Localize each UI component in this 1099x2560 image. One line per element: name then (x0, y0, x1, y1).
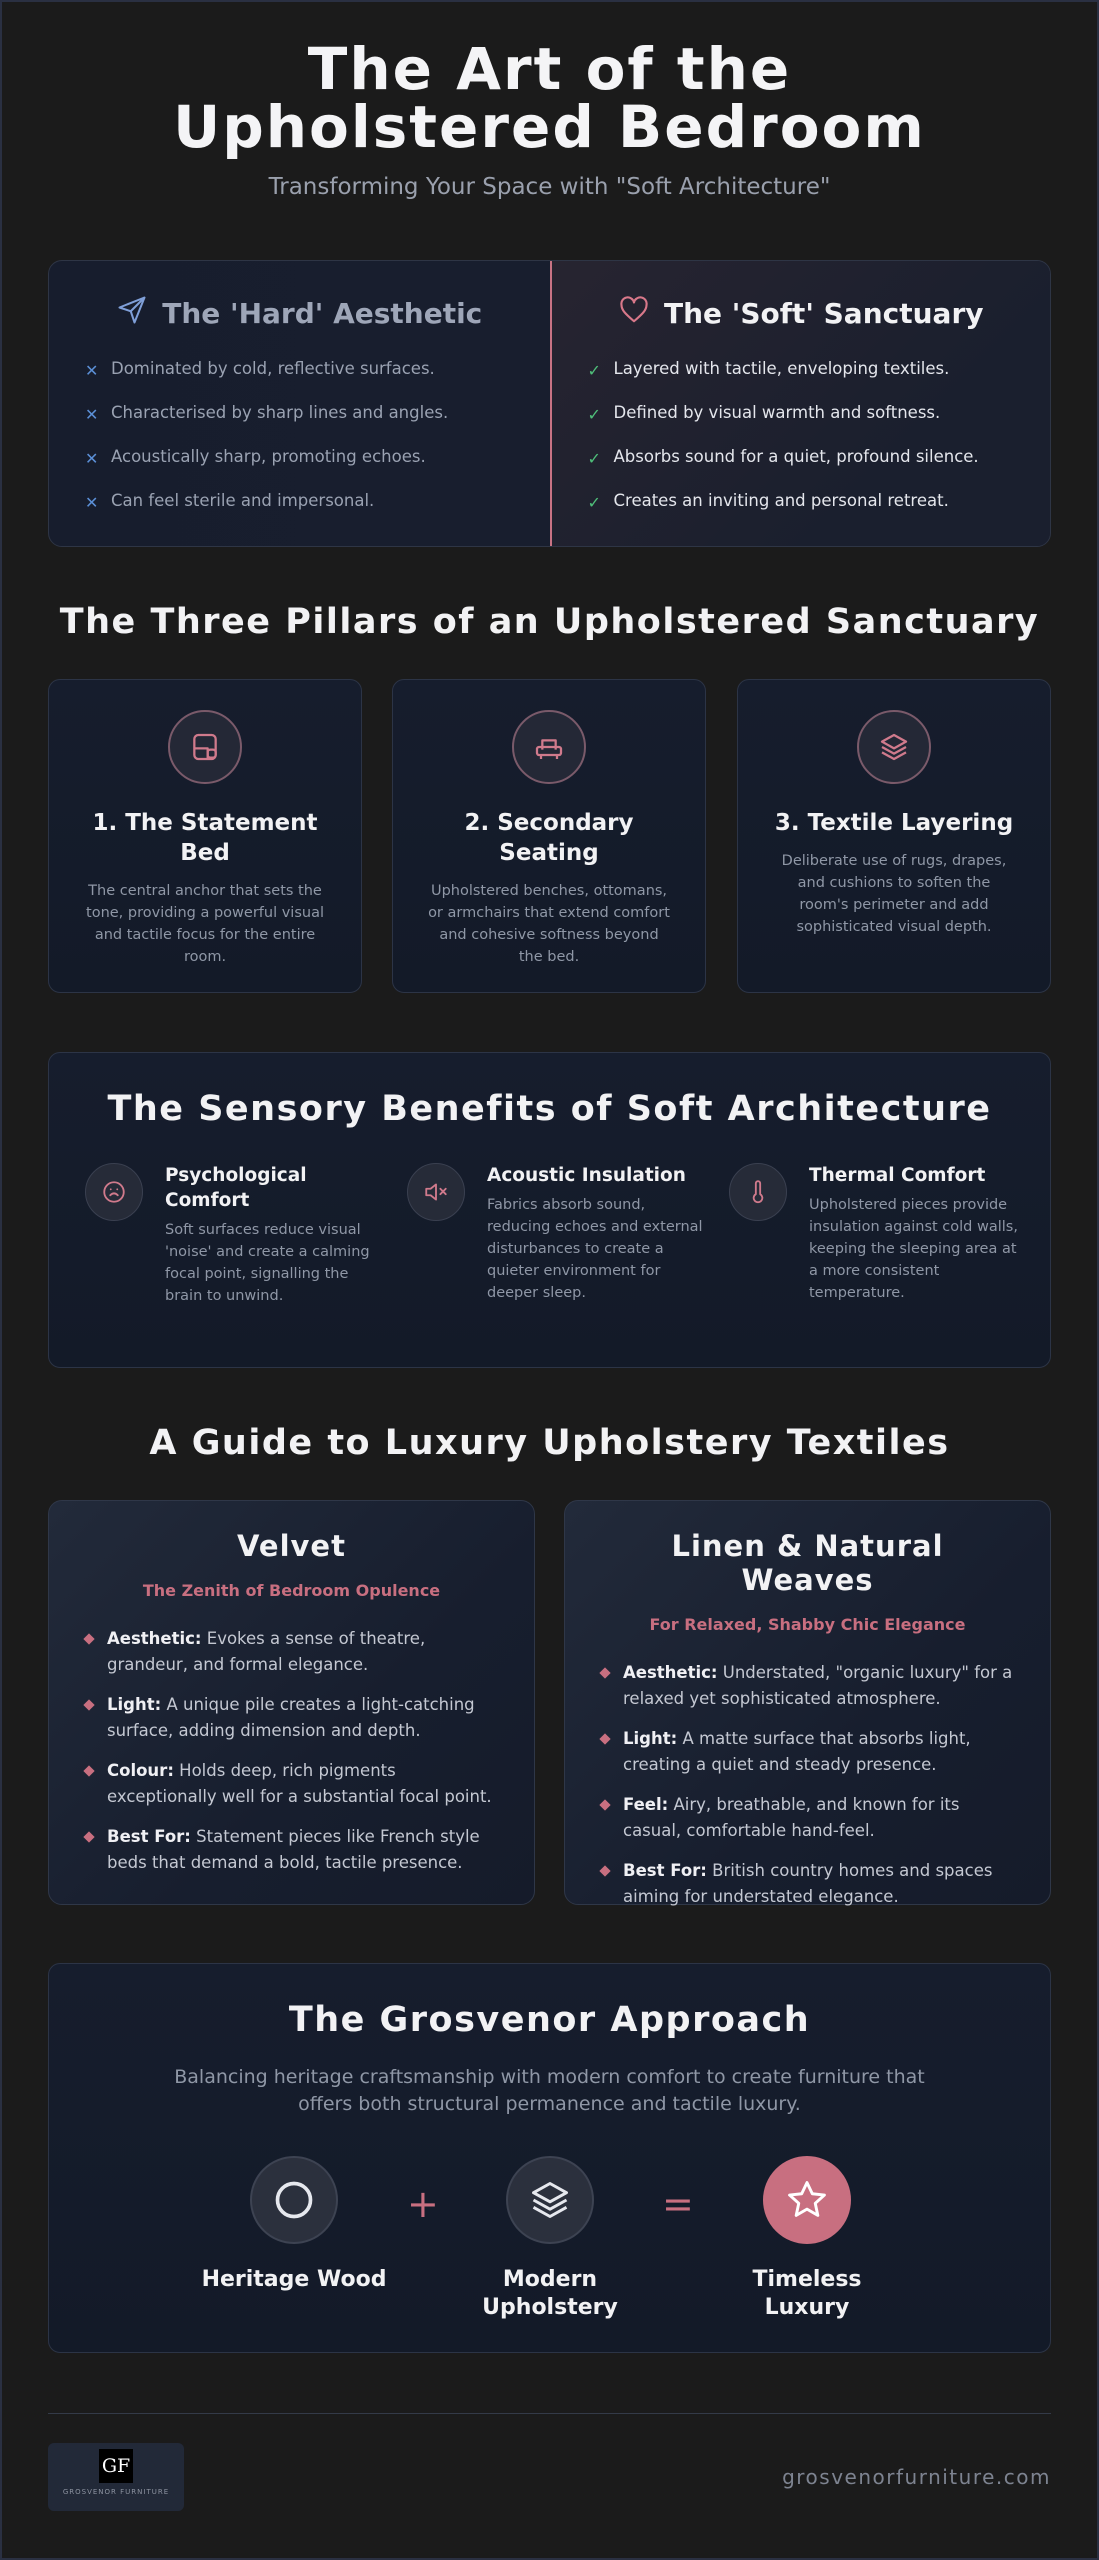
textile-title: Linen & Natural Weaves (671, 1529, 944, 1597)
benefit-title: Thermal Comfort (809, 1165, 986, 1186)
item-label: Best For: (107, 1827, 191, 1846)
list-item (85, 1758, 498, 1810)
grosvenor-logo[interactable] (48, 2443, 184, 2511)
comparison-panel (48, 260, 1051, 547)
list-item-text: Dominated by cold, reflective surfaces. (111, 359, 435, 378)
hard-aesthetic-heading (85, 295, 514, 332)
benefit-title: Psychological Comfort (165, 1165, 307, 1211)
soft-sanctuary-column (550, 261, 1051, 546)
website-link[interactable]: grosvenorfurniture.com (782, 2465, 1051, 2489)
step-timeless-luxury (707, 2156, 907, 2322)
textile-subtitle: The Zenith of Bedroom Opulence (142, 1581, 441, 1600)
pillar-text: The central anchor that sets the tone, providing a powerful visual and tactile focus for the entire room. (86, 883, 324, 965)
list-item (85, 1626, 498, 1678)
logo-monogram: GF (99, 2449, 133, 2483)
smile-icon (85, 1163, 143, 1221)
textile-subtitle: For Relaxed, Shabby Chic Elegance (649, 1615, 966, 1634)
benefit-text: Fabrics absorb sound, reducing echoes and external disturbances to create a quieter environment for deeper sleep. (487, 1197, 703, 1301)
benefit-thermal (729, 1163, 1029, 1304)
hard-aesthetic-column (49, 261, 550, 546)
x-icon: ✕ (85, 405, 99, 424)
headboard-icon (168, 710, 242, 784)
pillar-card-bed (48, 679, 362, 993)
pillar-card-seating (392, 679, 706, 993)
hero (0, 35, 1099, 200)
pillar-card-layering (737, 679, 1051, 993)
step-label: Heritage Wood (201, 2267, 387, 2292)
item-text: A unique pile creates a light-catching surface, adding dimension and depth. (107, 1695, 475, 1740)
list-item (588, 358, 1015, 382)
list-item-text: Creates an inviting and personal retreat. (613, 491, 949, 510)
step-label: Modern Upholstery (482, 2267, 618, 2320)
pillar-title: 2. Secondary Seating (464, 810, 634, 866)
approach-title: The Grosvenor Approach (288, 2000, 811, 2040)
list-item (588, 446, 1015, 470)
diamond-bullet-icon (83, 1633, 94, 1644)
benefit-acoustic (407, 1163, 707, 1304)
hard-aesthetic-title: The 'Hard' Aesthetic (162, 297, 483, 330)
diamond-bullet-icon (83, 1699, 94, 1710)
list-item (601, 1726, 1014, 1778)
list-item-text: Layered with tactile, enveloping textiles. (613, 359, 950, 378)
page-title: The Art of the Upholstered Bedroom (173, 35, 926, 161)
send-icon (116, 295, 148, 332)
textile-title: Velvet (237, 1529, 346, 1563)
textile-card-linen (564, 1500, 1051, 1905)
thermometer-icon (729, 1163, 787, 1221)
list-item (85, 490, 514, 514)
grosvenor-approach-panel (48, 1963, 1051, 2353)
item-label: Light: (623, 1729, 678, 1748)
step-modern-upholstery (450, 2156, 650, 2322)
pillar-title: 3. Textile Layering (774, 810, 1014, 836)
pillars-title: The Three Pillars of an Upholstered Sanctuary (59, 602, 1040, 642)
textile-card-velvet (48, 1500, 535, 1905)
soft-sanctuary-list (588, 358, 1015, 514)
check-icon: ✓ (587, 449, 601, 468)
textile-list (85, 1626, 498, 1876)
diamond-bullet-icon (83, 1765, 94, 1776)
item-label: Feel: (623, 1795, 669, 1814)
list-item (588, 402, 1015, 426)
x-icon: ✕ (85, 493, 99, 512)
list-item-text: Can feel sterile and impersonal. (111, 491, 375, 510)
textile-list (601, 1660, 1014, 1910)
soft-sanctuary-title: The 'Soft' Sanctuary (664, 297, 984, 330)
item-label: Colour: (107, 1761, 174, 1780)
benefit-text: Upholstered pieces provide insulation against cold walls, keeping the sleeping area at a more consistent temperature. (809, 1197, 1018, 1301)
heart-icon (618, 295, 650, 332)
list-item-text: Defined by visual warmth and softness. (613, 403, 941, 422)
benefit-title: Acoustic Insulation (487, 1165, 686, 1186)
layers-icon (857, 710, 931, 784)
pillar-title: 1. The Statement Bed (92, 810, 318, 866)
list-item (85, 1692, 498, 1744)
item-text: Airy, breathable, and known for its casual, comfortable hand-feel. (623, 1795, 960, 1840)
item-text: British country homes and spaces aiming for understated elegance. (623, 1861, 993, 1906)
item-label: Light: (107, 1695, 162, 1714)
item-text: Statement pieces like French style beds that demand a bold, tactile presence. (107, 1827, 480, 1872)
step-label: Timeless Luxury (752, 2267, 862, 2320)
pillar-text: Deliberate use of rugs, drapes, and cushions to soften the room's perimeter and add sophisticated visual depth. (781, 853, 1007, 935)
diamond-bullet-icon (599, 1799, 610, 1810)
approach-description: Balancing heritage craftsmanship with modern comfort to create furniture that offers both structural permanence and tactile luxury. (174, 2066, 925, 2115)
diamond-bullet-icon (599, 1733, 610, 1744)
list-item-text: Characterised by sharp lines and angles. (111, 403, 449, 422)
hard-aesthetic-list (85, 358, 514, 514)
diamond-bullet-icon (599, 1865, 610, 1876)
list-item (601, 1660, 1014, 1712)
logo-text: GROSVENOR FURNITURE (62, 2488, 170, 2496)
list-item-text: Acoustically sharp, promoting echoes. (111, 447, 426, 466)
pillar-text: Upholstered benches, ottomans, or armchairs that extend comfort and cohesive softness beyond the bed. (428, 883, 670, 965)
layers-icon (506, 2156, 594, 2244)
list-item (601, 1792, 1014, 1844)
list-item-text: Absorbs sound for a quiet, profound silence. (613, 447, 979, 466)
armchair-icon (512, 710, 586, 784)
plus-operator: + (407, 2182, 439, 2226)
star-icon (763, 2156, 851, 2244)
check-icon: ✓ (587, 493, 601, 512)
check-icon: ✓ (587, 361, 601, 380)
list-item (588, 490, 1015, 514)
list-item (85, 402, 514, 426)
x-icon: ✕ (85, 449, 99, 468)
check-icon: ✓ (587, 405, 601, 424)
equals-operator: = (662, 2182, 694, 2226)
item-text: Evokes a sense of theatre, grandeur, and formal elegance. (107, 1629, 426, 1674)
list-item (601, 1858, 1014, 1910)
textiles-title: A Guide to Luxury Upholstery Textiles (149, 1423, 950, 1463)
mute-icon (407, 1163, 465, 1221)
item-label: Aesthetic: (107, 1629, 202, 1648)
list-item (85, 1824, 498, 1876)
list-item (85, 358, 514, 382)
item-label: Aesthetic: (623, 1663, 718, 1682)
benefit-psychological (85, 1163, 385, 1307)
diamond-bullet-icon (599, 1667, 610, 1678)
list-item (85, 446, 514, 470)
soft-sanctuary-heading (588, 295, 1015, 332)
benefit-text: Soft surfaces reduce visual 'noise' and create a calming focal point, signalling the brain to unwind. (165, 1222, 370, 1304)
ring-icon (250, 2156, 338, 2244)
sensory-title: The Sensory Benefits of Soft Architecture (107, 1089, 992, 1129)
sensory-panel (48, 1052, 1051, 1368)
item-label: Best For: (623, 1861, 707, 1880)
footer-divider (48, 2413, 1051, 2414)
item-text: A matte surface that absorbs light, creating a quiet and steady presence. (623, 1729, 971, 1774)
x-icon: ✕ (85, 361, 99, 380)
step-heritage-wood (194, 2156, 394, 2294)
item-text: Understated, "organic luxury" for a relaxed yet sophisticated atmosphere. (623, 1663, 1013, 1708)
page-subtitle: Transforming Your Space with "Soft Architecture" (268, 174, 831, 200)
diamond-bullet-icon (83, 1831, 94, 1842)
item-text: Holds deep, rich pigments exceptionally well for a substantial focal point. (107, 1761, 492, 1806)
